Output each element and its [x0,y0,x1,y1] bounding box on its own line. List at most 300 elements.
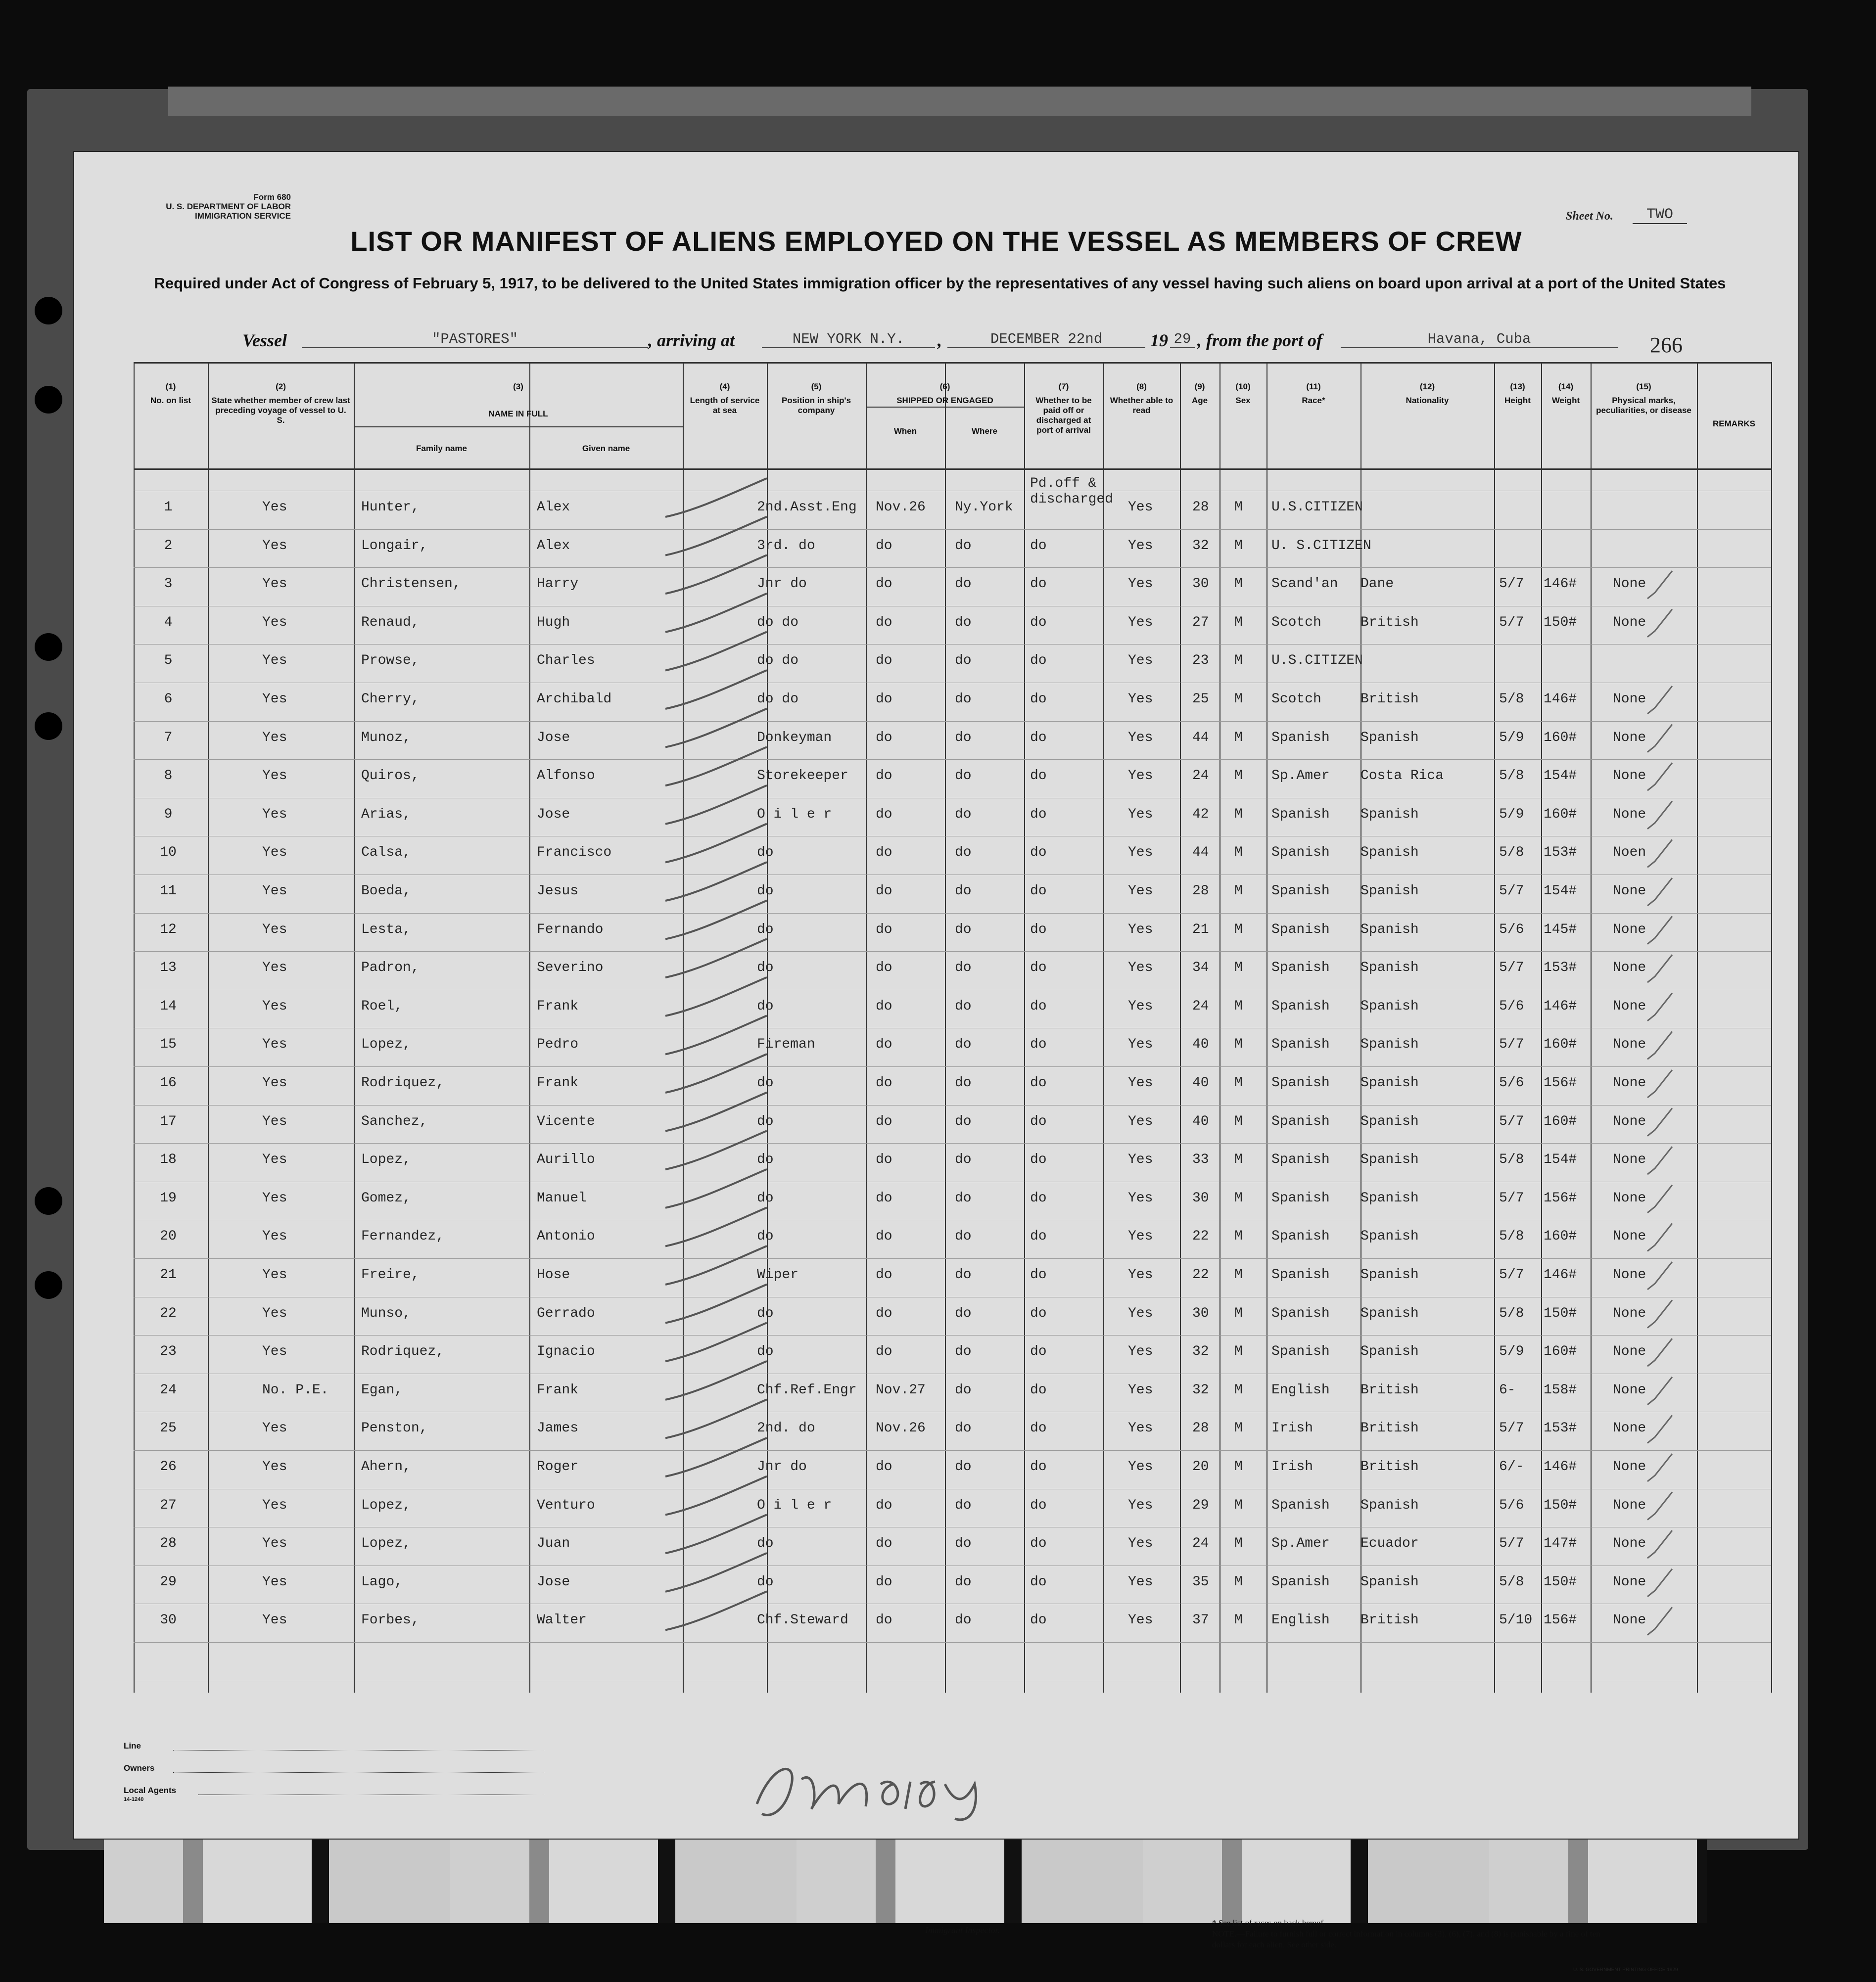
shipped-when: do [876,1152,892,1168]
nationality: Spanish [1360,1497,1419,1513]
departure-port: Havana, Cuba [1341,331,1618,348]
shipped-where: do [955,1536,972,1552]
row-number: 14 [160,998,177,1014]
shipped-where: Ny.York [955,500,1013,515]
nationality: British [1360,1382,1419,1398]
able-to-read: Yes [1128,1497,1153,1513]
check-mark [1647,1492,1672,1520]
sex: M [1234,1574,1243,1590]
able-to-read: Yes [1128,1536,1153,1552]
nationality: Spanish [1360,845,1419,861]
race: English [1271,1613,1330,1628]
physical-marks: None [1613,1267,1646,1283]
backing-tab [168,87,1751,116]
pencil-stroke [665,1169,767,1208]
nationality: Spanish [1360,922,1419,937]
shipped-when: do [876,998,892,1014]
paid-off: do [1030,1113,1047,1129]
physical-marks: None [1613,806,1646,822]
col-header-previous-voyage: State whether member of crew last preceding voyage of vessel to U. S. [211,396,350,425]
shipped-where: do [955,1037,972,1053]
height: 5/8 [1499,768,1524,784]
paid-off: do [1030,1613,1047,1628]
pencil-stroke [665,824,767,862]
shipped-where: do [955,1613,972,1628]
able-to-read: Yes [1128,768,1153,784]
given-name: Roger [537,1459,579,1475]
age: 40 [1192,1075,1209,1091]
height: 5/7 [1499,614,1524,630]
previous-voyage: Yes [262,614,287,630]
given-name: Hose [537,1267,570,1283]
weight: 146# [1544,998,1577,1014]
race: Spanish [1271,1190,1330,1206]
col-header-where: Where [972,426,997,436]
check-mark [1647,1569,1672,1597]
weight: 146# [1544,576,1577,592]
comma: , [938,330,942,350]
physical-marks: None [1613,614,1646,630]
weight: 160# [1544,1037,1577,1053]
nationality: Spanish [1360,1190,1419,1206]
pencil-stroke [665,1246,767,1285]
physical-marks: None [1613,960,1646,976]
check-mark [1647,609,1672,637]
form-department: U. S. DEPARTMENT OF LABOR [166,202,291,211]
row-number: 3 [164,576,173,592]
family-name: Egan, [361,1382,403,1398]
pencil-check-marks [74,152,1798,1839]
position: Jnr do [757,1459,807,1475]
arrival-port: NEW YORK N.Y. [762,331,935,348]
previous-voyage: Yes [262,1421,287,1436]
nationality: Costa Rica [1360,768,1444,784]
nationality: Spanish [1360,1152,1419,1168]
previous-voyage: Yes [262,922,287,937]
position: Wiper [757,1267,799,1283]
shipped-where: do [955,922,972,937]
previous-voyage: Yes [262,1344,287,1360]
able-to-read: Yes [1128,538,1153,553]
race: Spanish [1271,1344,1330,1360]
weight: 160# [1544,730,1577,745]
shipped-when: do [876,1536,892,1552]
nationality: Spanish [1360,1574,1419,1590]
col-header-previous-voyage-number: (2) [276,382,286,391]
able-to-read: Yes [1128,1190,1153,1206]
row-number: 10 [160,845,177,861]
family-name: Munso, [361,1305,411,1321]
sex: M [1234,576,1243,592]
punch-hole [35,1271,62,1299]
age: 30 [1192,576,1209,592]
previous-voyage: Yes [262,1497,287,1513]
family-name: Prowse, [361,653,420,669]
pencil-stroke [665,1285,767,1323]
physical-marks: None [1613,576,1646,592]
able-to-read: Yes [1128,998,1153,1014]
age: 40 [1192,1037,1209,1053]
pencil-stroke [665,1438,767,1476]
col-header-able-to-read: Whether able to read [1110,396,1173,415]
physical-marks: None [1613,1421,1646,1436]
check-mark [1647,1147,1672,1174]
age: 34 [1192,960,1209,976]
position: do do [757,614,799,630]
sheet-label: Sheet No. [1566,210,1613,223]
paid-off: do [1030,1421,1047,1436]
nationality: Spanish [1360,1037,1419,1053]
row-number: 20 [160,1229,177,1245]
given-name: Manuel [537,1190,587,1206]
given-name: Charles [537,653,595,669]
race: Spanish [1271,1152,1330,1168]
check-mark [1647,917,1672,944]
given-name: Severino [537,960,604,976]
pencil-stroke [665,1093,767,1131]
weight: 146# [1544,1267,1577,1283]
col-header-weight: Weight [1551,396,1580,405]
age: 28 [1192,883,1209,899]
weight: 146# [1544,691,1577,707]
height: 5/7 [1499,1190,1524,1206]
check-mark [1647,686,1672,714]
able-to-read: Yes [1128,1305,1153,1321]
paid-off: do [1030,768,1047,784]
able-to-read: Yes [1128,1113,1153,1129]
previous-voyage: Yes [262,883,287,899]
weight: 160# [1544,1344,1577,1360]
given-name: Walter [537,1613,587,1628]
previous-voyage: Yes [262,1459,287,1475]
race: Spanish [1271,1497,1330,1513]
shipped-when: do [876,576,892,592]
race: Irish [1271,1459,1313,1475]
paid-off: do [1030,1075,1047,1091]
nationality: Spanish [1360,730,1419,745]
position: Storekeeper [757,768,848,784]
paid-off: do [1030,538,1047,553]
document-title: LIST OR MANIFEST OF ALIENS EMPLOYED ON THE VESSEL AS MEMBERS OF CREW [350,226,1522,257]
height: 5/8 [1499,691,1524,707]
family-name: Lesta, [361,922,411,937]
race: Spanish [1271,1267,1330,1283]
previous-voyage: Yes [262,730,287,745]
given-name: Fernando [537,922,604,937]
race: Spanish [1271,1075,1330,1091]
paid-off: do [1030,1152,1047,1168]
col-header-nationality-number: (12) [1419,382,1435,391]
check-mark [1647,1031,1672,1059]
nationality: Spanish [1360,960,1419,976]
shipped-where: do [955,1497,972,1513]
given-name: Vicente [537,1113,595,1129]
arriving-label: , arriving at [648,330,735,350]
able-to-read: Yes [1128,653,1153,669]
sex: M [1234,960,1243,976]
paid-off: do [1030,922,1047,937]
position: do [757,883,774,899]
position: do [757,1113,774,1129]
col-header-race: Race* [1302,396,1325,405]
position: do [757,1305,774,1321]
age: 22 [1192,1229,1209,1245]
able-to-read: Yes [1128,960,1153,976]
previous-voyage: Yes [262,691,287,707]
paid-off: do [1030,653,1047,669]
shipped-where: do [955,614,972,630]
previous-voyage: Yes [262,1574,287,1590]
row-number: 6 [164,691,173,707]
able-to-read: Yes [1128,1574,1153,1590]
age: 40 [1192,1113,1209,1129]
weight: 153# [1544,1421,1577,1436]
given-name: Alex [537,500,570,515]
row-number: 12 [160,922,177,937]
col-header-shipped-number: (6) [939,382,950,391]
pencil-stroke [665,1361,767,1400]
pencil-stroke [665,555,767,594]
check-mark [1647,1070,1672,1098]
physical-marks: None [1613,1152,1646,1168]
col-header-paid-off: Whether to be paid off or discharged at port of arrival [1035,396,1092,435]
shipped-when: do [876,960,892,976]
pencil-stroke [665,1476,767,1515]
shipped-when: Nov.27 [876,1382,926,1398]
row-number: 22 [160,1305,177,1321]
position: 3rd. do [757,538,815,553]
paid-off: do [1030,614,1047,630]
given-name: Gerrado [537,1305,595,1321]
height: 5/7 [1499,883,1524,899]
physical-marks: None [1613,730,1646,745]
pencil-stroke [665,517,767,555]
sex: M [1234,1497,1243,1513]
pencil-stroke [665,785,767,824]
physical-marks: None [1613,1613,1646,1628]
height: 5/9 [1499,1344,1524,1360]
form-service: IMMIGRATION SERVICE [195,211,291,221]
height: 5/8 [1499,1229,1524,1245]
nationality: Spanish [1360,1344,1419,1360]
line-field [173,1750,544,1751]
position: O i l e r [757,806,832,822]
position: Chf.Steward [757,1613,848,1628]
pencil-stroke [665,939,767,977]
given-name: Harry [537,576,579,592]
height: 6- [1499,1382,1516,1398]
sex: M [1234,1382,1243,1398]
physical-marks: None [1613,768,1646,784]
shipped-when: Nov.26 [876,500,926,515]
shipped-when: do [876,1037,892,1053]
col-header-position: Position in ship's company [781,396,851,415]
paid-off: do [1030,1190,1047,1206]
shipped-where: do [955,960,972,976]
height: 5/6 [1499,1497,1524,1513]
check-mark [1647,1108,1672,1136]
sex: M [1234,1190,1243,1206]
inspector-signature [742,1754,999,1824]
check-mark [1647,725,1672,752]
family-name: Munoz, [361,730,411,745]
position: do do [757,691,799,707]
position: do [757,1536,774,1552]
position: do do [757,653,799,669]
family-name: Rodriquez, [361,1344,445,1360]
physical-marks: None [1613,1497,1646,1513]
check-mark [1647,955,1672,982]
pencil-stroke [665,901,767,939]
col-header-remarks: REMARKS [1713,419,1755,428]
check-mark [1647,1185,1672,1213]
shipped-when: do [876,691,892,707]
check-mark [1647,839,1672,867]
pencil-stroke [665,1015,767,1054]
previous-voyage: Yes [262,998,287,1014]
shipped-when: do [876,806,892,822]
position: Jnr do [757,576,807,592]
sex: M [1234,1344,1243,1360]
check-mark [1647,1223,1672,1251]
shipped-when: do [876,883,892,899]
given-name: Hugh [537,614,570,630]
col-header-given-name: Given name [582,444,630,453]
weight: 160# [1544,1113,1577,1129]
nationality: Dane [1360,576,1394,592]
given-name: Pedro [537,1037,579,1053]
able-to-read: Yes [1128,614,1153,630]
col-header-no-number: (1) [165,382,176,391]
weight: 154# [1544,768,1577,784]
age: 32 [1192,1344,1209,1360]
paid-off: do [1030,1382,1047,1398]
row-number: 1 [164,500,173,515]
age: 24 [1192,1536,1209,1552]
row-number: 18 [160,1152,177,1168]
nationality: Spanish [1360,1113,1419,1129]
form-number: Form 680 [253,192,291,202]
shipped-where: do [955,1459,972,1475]
weight: 154# [1544,1152,1577,1168]
pencil-stroke [665,1323,767,1361]
punch-hole [35,633,62,661]
vessel-label: Vessel [242,330,287,350]
agents-field [198,1794,544,1795]
previous-voyage: Yes [262,1190,287,1206]
nationality: British [1360,1421,1419,1436]
weight: 150# [1544,1305,1577,1321]
paid-off: do [1030,1344,1047,1360]
nationality: British [1360,1613,1419,1628]
nationality: Spanish [1360,806,1419,822]
nationality: Spanish [1360,883,1419,899]
sex: M [1234,730,1243,745]
position: Donkeyman [757,730,832,745]
previous-voyage: Yes [262,1152,287,1168]
physical-marks: None [1613,922,1646,937]
family-name: Cherry, [361,691,420,707]
sex: M [1234,883,1243,899]
race: Spanish [1271,730,1330,745]
shipped-when: do [876,1344,892,1360]
age: 37 [1192,1613,1209,1628]
shipped-where: do [955,1075,972,1091]
col-header-when: When [893,426,917,436]
nationality: British [1360,1459,1419,1475]
pencil-stroke [665,1591,767,1630]
shipped-where: do [955,768,972,784]
height: 5/7 [1499,1037,1524,1053]
shipped-when: do [876,538,892,553]
family-name: Ahern, [361,1459,411,1475]
height: 5/6 [1499,922,1524,937]
sex: M [1234,768,1243,784]
family-name: Lopez, [361,1037,411,1053]
shipped-when: do [876,922,892,937]
weight: 145# [1544,922,1577,937]
weight: 153# [1544,845,1577,861]
able-to-read: Yes [1128,806,1153,822]
shipped-where: do [955,1344,972,1360]
check-mark [1647,1338,1672,1366]
weight: 160# [1544,1229,1577,1245]
penalty-note: NOTE.—Failure to furnish full or correct information in columns (3), (6), (7), and (8) is punishable by a fine of ten dollars for each alien. See other side. [1212,1929,1600,1949]
weight: 150# [1544,614,1577,630]
age: 42 [1192,806,1209,822]
paid-off: do [1030,960,1047,976]
race: Spanish [1271,1574,1330,1590]
family-name: Longair, [361,538,428,553]
able-to-read: Yes [1128,691,1153,707]
age: 44 [1192,845,1209,861]
able-to-read: Yes [1128,500,1153,515]
arrival-date: DECEMBER 22nd [947,331,1145,348]
pencil-stroke [665,1131,767,1169]
sex: M [1234,845,1243,861]
weight: 154# [1544,883,1577,899]
paid-off: do [1030,1267,1047,1283]
race: Spanish [1271,1305,1330,1321]
height: 5/7 [1499,1267,1524,1283]
family-name: Roel, [361,998,403,1014]
shipped-when: do [876,1190,892,1206]
col-header-able-to-read-number: (8) [1136,382,1147,391]
from-port-label: , from the port of [1197,330,1323,350]
given-name: Ignacio [537,1344,595,1360]
shipped-when: do [876,1574,892,1590]
previous-voyage: Yes [262,500,287,515]
family-name: Renaud, [361,614,420,630]
given-name: James [537,1421,579,1436]
paid-off: do [1030,845,1047,861]
pencil-stroke [665,1207,767,1246]
able-to-read: Yes [1128,845,1153,861]
race: Scotch [1271,691,1321,707]
paid-off: do [1030,691,1047,707]
given-name: Juan [537,1536,570,1552]
row-number: 5 [164,653,173,669]
check-mark [1647,571,1672,599]
row-number: 13 [160,960,177,976]
physical-marks: None [1613,1344,1646,1360]
position: do [757,1229,774,1245]
physical-marks: None [1613,1459,1646,1475]
race: Sp.Amer [1271,1536,1330,1552]
check-mark [1647,1377,1672,1405]
family-name: Quiros, [361,768,420,784]
row-number: 30 [160,1613,177,1628]
